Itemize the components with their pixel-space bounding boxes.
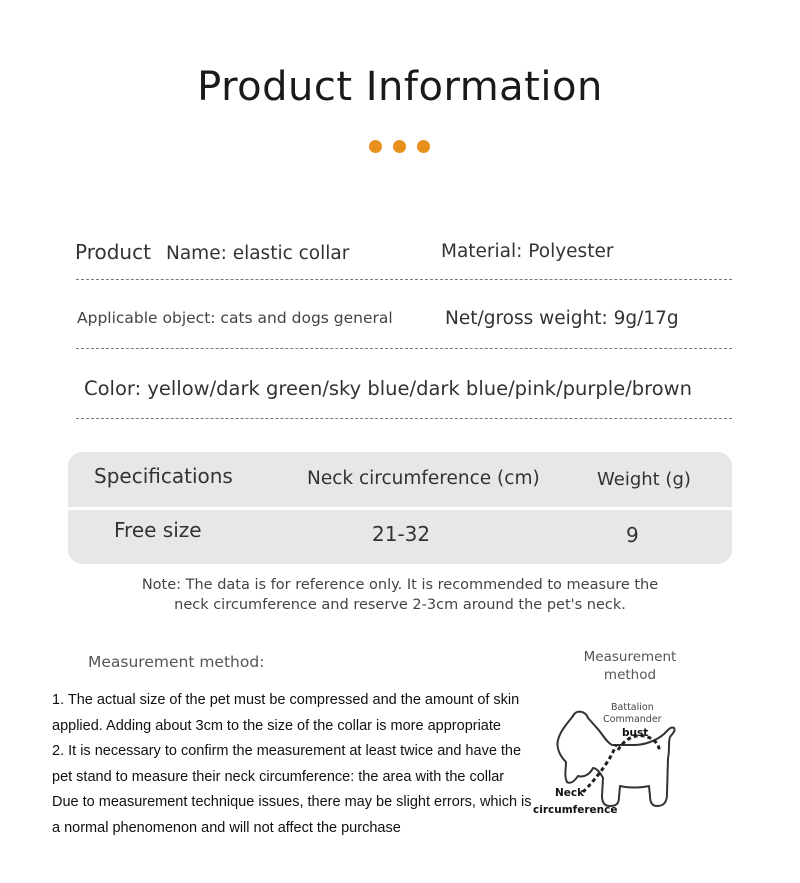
- spec-cell-size: Free size: [114, 518, 202, 542]
- product-material: Material: Polyester: [441, 241, 614, 262]
- measurement-steps: [52, 688, 532, 841]
- diagram-title: [570, 648, 690, 684]
- dot-3: [417, 140, 430, 153]
- page-title: Product Information: [197, 64, 603, 110]
- diagram-title-line-2: method: [603, 667, 657, 683]
- dot-2: [393, 140, 406, 153]
- color-options: Color: yellow/dark green/sky blue/dark blue/pink/purple/brown: [84, 377, 692, 400]
- product-label: Product: [75, 240, 151, 264]
- divider: [76, 279, 732, 280]
- diagram-title-line-1: Measurement: [583, 649, 677, 665]
- spec-cell-weight: 9: [626, 523, 639, 547]
- divider: [76, 418, 732, 419]
- step-line: a normal phenomenon and will not affect the purchase: [52, 819, 401, 836]
- step-line: 2. It is necessary to confirm the measurement at least twice and have the: [52, 743, 522, 759]
- step-line: 1. The actual size of the pet must be compressed and the amount of skin: [52, 692, 520, 708]
- decorative-dots: [369, 140, 430, 153]
- label-battalion: Battalion: [611, 702, 654, 713]
- applicable-object: Applicable object: cats and dogs general: [77, 309, 393, 327]
- product-name: Name: elastic collar: [166, 243, 350, 264]
- spec-header-specifications: Specifications: [94, 464, 233, 488]
- step-line: applied. Adding about 3cm to the size of the collar is more appropriate: [52, 717, 501, 734]
- step-line: Due to measurement technique issues, there may be slight errors, which is: [52, 794, 532, 810]
- spec-header-neck: Neck circumference (cm): [307, 468, 540, 489]
- spec-header-weight: Weight (g): [597, 469, 691, 490]
- step-line: pet stand to measure their neck circumference: the area with the collar: [52, 768, 505, 785]
- label-commander: Commander: [603, 714, 662, 725]
- label-bust: bust: [622, 727, 649, 739]
- spec-table-separator: [68, 507, 732, 510]
- label-neck: Neck: [555, 787, 585, 799]
- net-gross-weight: Net/gross weight: 9g/17g: [445, 308, 679, 329]
- spec-cell-neck: 21-32: [372, 522, 431, 546]
- note-line-2: neck circumference and reserve 2-3cm around the pet's neck.: [174, 597, 626, 613]
- label-circumference: circumference: [533, 804, 618, 816]
- dot-1: [369, 140, 382, 153]
- measurement-heading: Measurement method:: [88, 653, 265, 671]
- divider: [76, 348, 732, 349]
- note-line-1: Note: The data is for reference only. It is recommended to measure the: [141, 577, 659, 593]
